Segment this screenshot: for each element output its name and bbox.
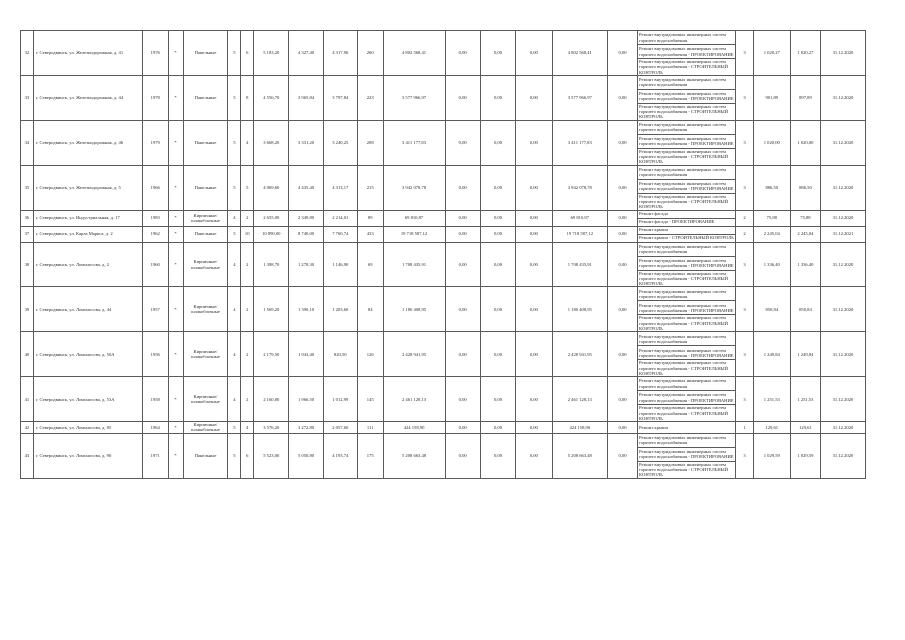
cell-pct: 0,00: [608, 226, 638, 242]
cell-f2: 0,00: [480, 165, 515, 210]
cell-work-type: Ремонт внутридомовых инженерных систем горячего водоснабжения - ПРОЕКТИРОВАНИЕ: [638, 256, 736, 270]
cell-f2: 0,00: [480, 226, 515, 242]
cell-own: 4 802 568,41: [552, 31, 608, 76]
cell-area-living2: 4 193,74: [323, 433, 357, 478]
cell-entrances: 2: [241, 287, 254, 332]
cell-u1: 3: [736, 242, 753, 287]
cell-work-type: Ремонт внутридомовых инженерных систем горячего водоснабжения - ПРОЕКТИРОВАНИЕ: [638, 301, 736, 315]
cell-f2: 0,00: [480, 120, 515, 165]
cell-f1: 0,00: [445, 377, 480, 422]
cell-own: 2 428 941,95: [552, 332, 608, 377]
cell-cost: 5 208 663,48: [383, 433, 445, 478]
cell-work-type: Ремонт внутридомовых инженерных систем горячего водоснабжения: [638, 165, 736, 179]
cell-floors: 5: [228, 165, 241, 210]
cell-f2: 0,00: [480, 377, 515, 422]
cell-area-total: 4 556,70: [254, 75, 289, 120]
cell-address: г. Северодвинск, ул. Железнодорожная, д. 46: [33, 120, 142, 165]
cell-u1: 3: [736, 75, 753, 120]
cell-u3: 1 249,84: [790, 332, 820, 377]
cell-address: г. Северодвинск, ул. Ломоносова, д. 53А: [33, 377, 142, 422]
cell-material: Панельные: [183, 120, 228, 165]
table-body: [21, 31, 866, 479]
cell-material: Кирпичные/ шлакоблочные: [183, 287, 228, 332]
cell-date: 31.12.2020: [820, 377, 865, 422]
cell-cost: 3 942 078,78: [383, 165, 445, 210]
cell-comm: *: [168, 31, 183, 76]
cell-f3: 0,00: [516, 226, 552, 242]
cell-pct: 0,00: [608, 75, 638, 120]
cell-work-type: Ремонт внутридомовых инженерных систем горячего водоснабжения - СТРОИТЕЛЬНЫЙ КОНТРОЛЬ: [638, 103, 736, 120]
cell-own: 19 718 587,12: [552, 226, 608, 242]
table-row: [21, 422, 866, 434]
document-sheet: [20, 30, 866, 479]
cell-f2: 0,00: [480, 75, 515, 120]
cell-work-type: Ремонт внутридомовых инженерных систем горячего водоснабжения: [638, 242, 736, 256]
cell-u2: 1 029,59: [753, 433, 790, 478]
cell-u2: 1 251,53: [753, 377, 790, 422]
cell-area-living: 3 272,80: [289, 422, 323, 434]
cell-work-type: Ремонт внутридомовых инженерных систем горячего водоснабжения - СТРОИТЕЛЬНЫЙ КОНТРОЛЬ: [638, 270, 736, 287]
cell-area-total: 5 523,00: [254, 433, 289, 478]
cell-residents: 208: [357, 120, 383, 165]
cell-work-type: Ремонт внутридомовых инженерных систем горячего водоснабжения - СТРОИТЕЛЬНЫЙ КОНТРОЛЬ: [638, 405, 736, 422]
cell-entrances: 6: [241, 433, 254, 478]
cell-num: 38: [21, 242, 34, 287]
cell-area-total: 10 890,00: [254, 226, 289, 242]
cell-num: 36: [21, 210, 34, 226]
cell-area-living: 3 331,20: [289, 120, 323, 165]
cell-cost: 2 461 128,13: [383, 377, 445, 422]
cell-num: 33: [21, 75, 34, 120]
cell-material: Панельные: [183, 165, 228, 210]
cell-material: Панельные: [183, 433, 228, 478]
cell-cost: 3 577 966,97: [383, 75, 445, 120]
cell-f3: 0,00: [516, 287, 552, 332]
cell-year: 1971: [142, 433, 168, 478]
cell-u1: 3: [736, 120, 753, 165]
cell-material: Кирпичные/ шлакоблочные: [183, 377, 228, 422]
table-row: [21, 210, 866, 218]
cell-u2: 1 336,40: [753, 242, 790, 287]
cell-work-type: Ремонт внутридомовых инженерных систем горячего водоснабжения - СТРОИТЕЛЬНЫЙ КОНТРОЛЬ: [638, 59, 736, 76]
cell-residents: 223: [357, 75, 383, 120]
cell-u2: 1 020,27: [753, 31, 790, 76]
cell-u1: 2: [736, 226, 753, 242]
cell-area-living2: 1 012,99: [323, 377, 357, 422]
cell-area-total: 2 160,80: [254, 377, 289, 422]
cell-area-total: 5 183,20: [254, 31, 289, 76]
cell-f2: 0,00: [480, 332, 515, 377]
cell-pct: 0,00: [608, 120, 638, 165]
cell-work-type: Ремонт фасада - ПРОЕКТИРОВАНИЕ: [638, 218, 736, 226]
cell-comm: *: [168, 433, 183, 478]
cell-area-living: 5 050,80: [289, 433, 323, 478]
cell-u3: 2 245,04: [790, 226, 820, 242]
cell-address: г. Северодвинск, ул. Ломоносова, д. 50А: [33, 332, 142, 377]
cell-comm: *: [168, 120, 183, 165]
cell-work-type: Ремонт внутридомовых инженерных систем горячего водоснабжения - СТРОИТЕЛЬНЫЙ КОНТРОЛЬ: [638, 315, 736, 332]
cell-date: 31.12.2020: [820, 242, 865, 287]
cell-num: 35: [21, 165, 34, 210]
cell-area-total: 3 576,20: [254, 422, 289, 434]
cell-date: 31.12.2020: [820, 31, 865, 76]
cell-floors: 5: [228, 422, 241, 434]
cell-u2: 850,84: [753, 287, 790, 332]
cell-work-type: Ремонт внутридомовых инженерных систем горячего водоснабжения - ПРОЕКТИРОВАНИЕ: [638, 179, 736, 193]
cell-date: 31.12.2020: [820, 433, 865, 478]
cell-floors: 4: [228, 332, 241, 377]
cell-residents: 215: [357, 165, 383, 210]
cell-year: 1976: [142, 31, 168, 76]
cell-u3: 129,61: [790, 422, 820, 434]
cell-area-living: 1 943,40: [289, 332, 323, 377]
cell-cost: 1 180 408,95: [383, 287, 445, 332]
cell-entrances: 6: [241, 31, 254, 76]
cell-work-type: Ремонт внутридомовых инженерных систем горячего водоснабжения - ПРОЕКТИРОВАНИЕ: [638, 134, 736, 148]
cell-work-type: Ремонт внутридомовых инженерных систем горячего водоснабжения - ПРОЕКТИРОВАНИЕ: [638, 391, 736, 405]
cell-area-living: 2 349,80: [289, 210, 323, 226]
cell-cost: 2 428 941,95: [383, 332, 445, 377]
cell-address: г. Северодвинск, ул. Карла Маркса, д. 2: [33, 226, 142, 242]
cell-work-type: Ремонт внутридомовых инженерных систем горячего водоснабжения - СТРОИТЕЛЬНЫЙ КОНТРОЛЬ: [638, 193, 736, 210]
cell-u3: 1 336,40: [790, 242, 820, 287]
cell-work-type: Ремонт крыши: [638, 422, 736, 434]
cell-area-living: 4 327,40: [289, 31, 323, 76]
cell-cost: 19 718 587,12: [383, 226, 445, 242]
cell-f2: 0,00: [480, 210, 515, 226]
table-row: [21, 433, 866, 447]
cell-address: г. Северодвинск, ул. Железнодорожная, д. 5: [33, 165, 142, 210]
cell-area-living2: 3 797,84: [323, 75, 357, 120]
cell-residents: 260: [357, 31, 383, 76]
cell-work-type: Ремонт внутридомовых инженерных систем горячего водоснабжения: [638, 332, 736, 346]
cell-work-type: Ремонт внутридомовых инженерных систем горячего водоснабжения: [638, 287, 736, 301]
cell-material: Кирпичные/ шлакоблочные: [183, 242, 228, 287]
cell-work-type: Ремонт внутридомовых инженерных систем горячего водоснабжения - ПРОЕКТИРОВАНИЕ: [638, 89, 736, 103]
cell-address: г. Северодвинск, ул. Ломоносова, д. 2: [33, 242, 142, 287]
cell-date: 31.12.2020: [820, 165, 865, 210]
cell-work-type: Ремонт внутридомовых инженерных систем горячего водоснабжения: [638, 433, 736, 447]
cell-material: Панельные: [183, 75, 228, 120]
cell-f1: 0,00: [445, 332, 480, 377]
cell-floors: 4: [228, 210, 241, 226]
cell-f1: 0,00: [445, 165, 480, 210]
cell-entrances: 5: [241, 165, 254, 210]
cell-floors: 4: [228, 377, 241, 422]
cell-f1: 0,00: [445, 242, 480, 287]
cell-f3: 0,00: [516, 332, 552, 377]
cell-floors: 4: [228, 287, 241, 332]
cell-address: г. Северодвинск, ул. Железнодорожная, д. 44: [33, 75, 142, 120]
cell-cost: 69 810,87: [383, 210, 445, 226]
cell-floors: 5: [228, 433, 241, 478]
cell-own: 1 180 408,95: [552, 287, 608, 332]
table-row: [21, 31, 866, 45]
cell-area-total: 2 179,50: [254, 332, 289, 377]
cell-comm: *: [168, 75, 183, 120]
cell-entrances: 2: [241, 210, 254, 226]
cell-u2: 129,61: [753, 422, 790, 434]
cell-own: 5 208 663,48: [552, 433, 608, 478]
cell-year: 1979: [142, 120, 168, 165]
cell-comm: *: [168, 165, 183, 210]
cell-f3: 0,00: [516, 31, 552, 76]
cell-area-total: 1 398,70: [254, 242, 289, 287]
cell-date: 31.12.2020: [820, 332, 865, 377]
cell-floors: 5: [228, 226, 241, 242]
cell-u2: 901,89: [753, 75, 790, 120]
cell-address: г. Северодвинск, ул. Ломоносова, д. 44: [33, 287, 142, 332]
cell-u3: 1 020,27: [790, 31, 820, 76]
cell-f1: 0,00: [445, 75, 480, 120]
cell-work-type: Ремонт крыши - СТРОИТЕЛЬНЫЙ КОНТРОЛЬ: [638, 234, 736, 242]
cell-work-type: Ремонт внутридомовых инженерных систем горячего водоснабжения: [638, 377, 736, 391]
cell-f2: 0,00: [480, 31, 515, 76]
cell-pct: 0,00: [608, 422, 638, 434]
cell-area-living: 1 390,10: [289, 287, 323, 332]
cell-area-total: 2 655,00: [254, 210, 289, 226]
cell-f1: 0,00: [445, 210, 480, 226]
cell-f1: 0,00: [445, 120, 480, 165]
cell-entrances: 2: [241, 377, 254, 422]
table-row: [21, 75, 866, 89]
table-row: [21, 120, 866, 134]
cell-u3: 1 251,53: [790, 377, 820, 422]
cell-pct: 0,00: [608, 210, 638, 226]
cell-own: 3 411 177,83: [552, 120, 608, 165]
cell-work-type: Ремонт фасада: [638, 210, 736, 218]
cell-work-type: Ремонт внутридомовых инженерных систем горячего водоснабжения: [638, 31, 736, 45]
cell-f1: 0,00: [445, 433, 480, 478]
cell-f1: 0,00: [445, 287, 480, 332]
cell-own: 3 942 078,78: [552, 165, 608, 210]
cell-area-total: 1 569,20: [254, 287, 289, 332]
cell-comm: *: [168, 226, 183, 242]
cell-u1: 3: [736, 433, 753, 478]
cell-num: 40: [21, 332, 34, 377]
cell-pct: 0,00: [608, 332, 638, 377]
cell-entrances: 2: [241, 242, 254, 287]
cell-f1: 0,00: [445, 226, 480, 242]
cell-pct: 0,00: [608, 165, 638, 210]
cell-cost: 1 708 435,91: [383, 242, 445, 287]
cell-residents: 175: [357, 433, 383, 478]
cell-u3: 75,88: [790, 210, 820, 226]
cell-year: 1957: [142, 287, 168, 332]
cell-material: Панельные: [183, 31, 228, 76]
cell-entrances: 8: [241, 75, 254, 120]
cell-area-living2: 820,50: [323, 332, 357, 377]
cell-work-type: Ремонт внутридомовых инженерных систем горячего водоснабжения: [638, 120, 736, 134]
cell-pct: 0,00: [608, 31, 638, 76]
cell-num: 42: [21, 422, 34, 434]
cell-floors: 5: [228, 31, 241, 76]
cell-address: г. Северодвинск, ул. Ломоносова, д. 90: [33, 433, 142, 478]
cell-date: 31.12.2021: [820, 226, 865, 242]
cell-f3: 0,00: [516, 165, 552, 210]
cell-num: 34: [21, 120, 34, 165]
cell-year: 1978: [142, 75, 168, 120]
cell-work-type: Ремонт внутридомовых инженерных систем горячего водоснабжения - ПРОЕКТИРОВАНИЕ: [638, 447, 736, 461]
cell-u1: 3: [736, 377, 753, 422]
cell-year: 1983: [142, 210, 168, 226]
cell-pct: 0,00: [608, 377, 638, 422]
cell-material: Панельные: [183, 226, 228, 242]
cell-area-living: 8 740,00: [289, 226, 323, 242]
cell-area-living2: 2 214,01: [323, 210, 357, 226]
cell-area-living: 1 966,50: [289, 377, 323, 422]
cell-f2: 0,00: [480, 422, 515, 434]
cell-own: 2 461 128,13: [552, 377, 608, 422]
cell-work-type: Ремонт внутридомовых инженерных систем горячего водоснабжения: [638, 75, 736, 89]
cell-comm: *: [168, 287, 183, 332]
cell-u1: 3: [736, 332, 753, 377]
cell-f3: 0,00: [516, 210, 552, 226]
cell-f3: 0,00: [516, 377, 552, 422]
cell-material: Кирпичные/ шлакоблочные: [183, 210, 228, 226]
cell-u1: 3: [736, 165, 753, 210]
cell-address: г. Северодвинск, ул. Индустриальная, д. 17: [33, 210, 142, 226]
cell-comm: *: [168, 210, 183, 226]
cell-own: 424 158,90: [552, 422, 608, 434]
cell-num: 43: [21, 433, 34, 478]
cell-area-living2: 4 317,96: [323, 31, 357, 76]
cell-num: 37: [21, 226, 34, 242]
cell-year: 1960: [142, 242, 168, 287]
cell-u1: 1: [736, 422, 753, 434]
cell-u1: 2: [736, 210, 753, 226]
cell-work-type: Ремонт внутридомовых инженерных систем горячего водоснабжения - ПРОЕКТИРОВАНИЕ: [638, 45, 736, 59]
cell-area-living: 1 278,30: [289, 242, 323, 287]
cell-residents: 69: [357, 242, 383, 287]
cell-f3: 0,00: [516, 120, 552, 165]
table-row: [21, 377, 866, 391]
cell-entrances: 2: [241, 332, 254, 377]
cell-floors: 5: [228, 120, 241, 165]
cell-residents: 126: [357, 332, 383, 377]
table-row: [21, 332, 866, 346]
cell-work-type: Ремонт крыши: [638, 226, 736, 234]
cell-comm: *: [168, 242, 183, 287]
cell-area-living2: 2 057,60: [323, 422, 357, 434]
repair-program-table: [20, 30, 866, 479]
cell-pct: 0,00: [608, 433, 638, 478]
cell-own: 69 810,87: [552, 210, 608, 226]
cell-u2: 1 020,00: [753, 120, 790, 165]
cell-f3: 0,00: [516, 433, 552, 478]
cell-floors: 5: [228, 75, 241, 120]
cell-u3: 850,84: [790, 287, 820, 332]
cell-pct: 0,00: [608, 287, 638, 332]
cell-material: Кирпичные/ шлакоблочные: [183, 332, 228, 377]
cell-u3: 897,89: [790, 75, 820, 120]
cell-f3: 0,00: [516, 75, 552, 120]
cell-u3: 1 020,00: [790, 120, 820, 165]
cell-year: 1966: [142, 165, 168, 210]
cell-area-living2: 1 146,90: [323, 242, 357, 287]
cell-area-living: 4 435,40: [289, 165, 323, 210]
cell-date: 31.12.2020: [820, 287, 865, 332]
cell-area-living2: 4 313,17: [323, 165, 357, 210]
cell-comm: *: [168, 422, 183, 434]
cell-area-living2: 7 760,74: [323, 226, 357, 242]
cell-year: 1962: [142, 226, 168, 242]
cell-residents: 84: [357, 287, 383, 332]
cell-u2: 75,88: [753, 210, 790, 226]
cell-area-total: 3 668,20: [254, 120, 289, 165]
cell-floors: 4: [228, 242, 241, 287]
cell-f1: 0,00: [445, 31, 480, 76]
cell-u2: 1 249,84: [753, 332, 790, 377]
cell-cost: 424 158,90: [383, 422, 445, 434]
cell-material: Кирпичные/ шлакоблочные: [183, 422, 228, 434]
cell-entrances: 4: [241, 120, 254, 165]
cell-u3: 886,50: [790, 165, 820, 210]
cell-f3: 0,00: [516, 422, 552, 434]
cell-work-type: Ремонт внутридомовых инженерных систем горячего водоснабжения - СТРОИТЕЛЬНЫЙ КОНТРОЛЬ: [638, 148, 736, 165]
table-row: [21, 226, 866, 234]
cell-pct: 0,00: [608, 242, 638, 287]
cell-cost: 4 802 568,41: [383, 31, 445, 76]
cell-own: 3 577 966,97: [552, 75, 608, 120]
cell-residents: 145: [357, 377, 383, 422]
cell-area-living2: 1 203,60: [323, 287, 357, 332]
cell-f1: 0,00: [445, 422, 480, 434]
cell-comm: *: [168, 332, 183, 377]
cell-residents: 89: [357, 210, 383, 226]
cell-area-living2: 3 240,25: [323, 120, 357, 165]
cell-num: 39: [21, 287, 34, 332]
cell-date: 31.12.2020: [820, 422, 865, 434]
cell-own: 1 708 435,91: [552, 242, 608, 287]
cell-date: 31.12.2020: [820, 75, 865, 120]
cell-work-type: Ремонт внутридомовых инженерных систем горячего водоснабжения - СТРОИТЕЛЬНЫЙ КОНТРОЛЬ: [638, 360, 736, 377]
cell-address: г. Северодвинск, ул. Железнодорожная, д. 41: [33, 31, 142, 76]
cell-address: г. Северодвинск, ул. Ломоносова, д. 85: [33, 422, 142, 434]
cell-year: 1964: [142, 422, 168, 434]
cell-residents: 111: [357, 422, 383, 434]
cell-date: 31.12.2020: [820, 120, 865, 165]
cell-cost: 3 411 177,83: [383, 120, 445, 165]
table-row: [21, 242, 866, 256]
cell-entrances: 4: [241, 422, 254, 434]
cell-area-total: 4 969,60: [254, 165, 289, 210]
cell-u1: 3: [736, 287, 753, 332]
cell-residents: 433: [357, 226, 383, 242]
cell-u3: 1 029,59: [790, 433, 820, 478]
cell-f2: 0,00: [480, 287, 515, 332]
cell-work-type: Ремонт внутридомовых инженерных систем горячего водоснабжения - ПРОЕКТИРОВАНИЕ: [638, 346, 736, 360]
cell-comm: *: [168, 377, 183, 422]
cell-f2: 0,00: [480, 433, 515, 478]
cell-f3: 0,00: [516, 242, 552, 287]
cell-f2: 0,00: [480, 242, 515, 287]
cell-num: 41: [21, 377, 34, 422]
cell-area-living: 3 965,84: [289, 75, 323, 120]
table-row: [21, 287, 866, 301]
cell-work-type: Ремонт внутридомовых инженерных систем горячего водоснабжения - СТРОИТЕЛЬНЫЙ КОНТРОЛЬ: [638, 461, 736, 478]
cell-year: 1956: [142, 332, 168, 377]
cell-u2: 886,50: [753, 165, 790, 210]
cell-date: 31.12.2020: [820, 210, 865, 226]
cell-year: 1958: [142, 377, 168, 422]
cell-entrances: 10: [241, 226, 254, 242]
table-row: [21, 165, 866, 179]
cell-num: 32: [21, 31, 34, 76]
cell-u2: 2 245,04: [753, 226, 790, 242]
cell-u1: 3: [736, 31, 753, 76]
